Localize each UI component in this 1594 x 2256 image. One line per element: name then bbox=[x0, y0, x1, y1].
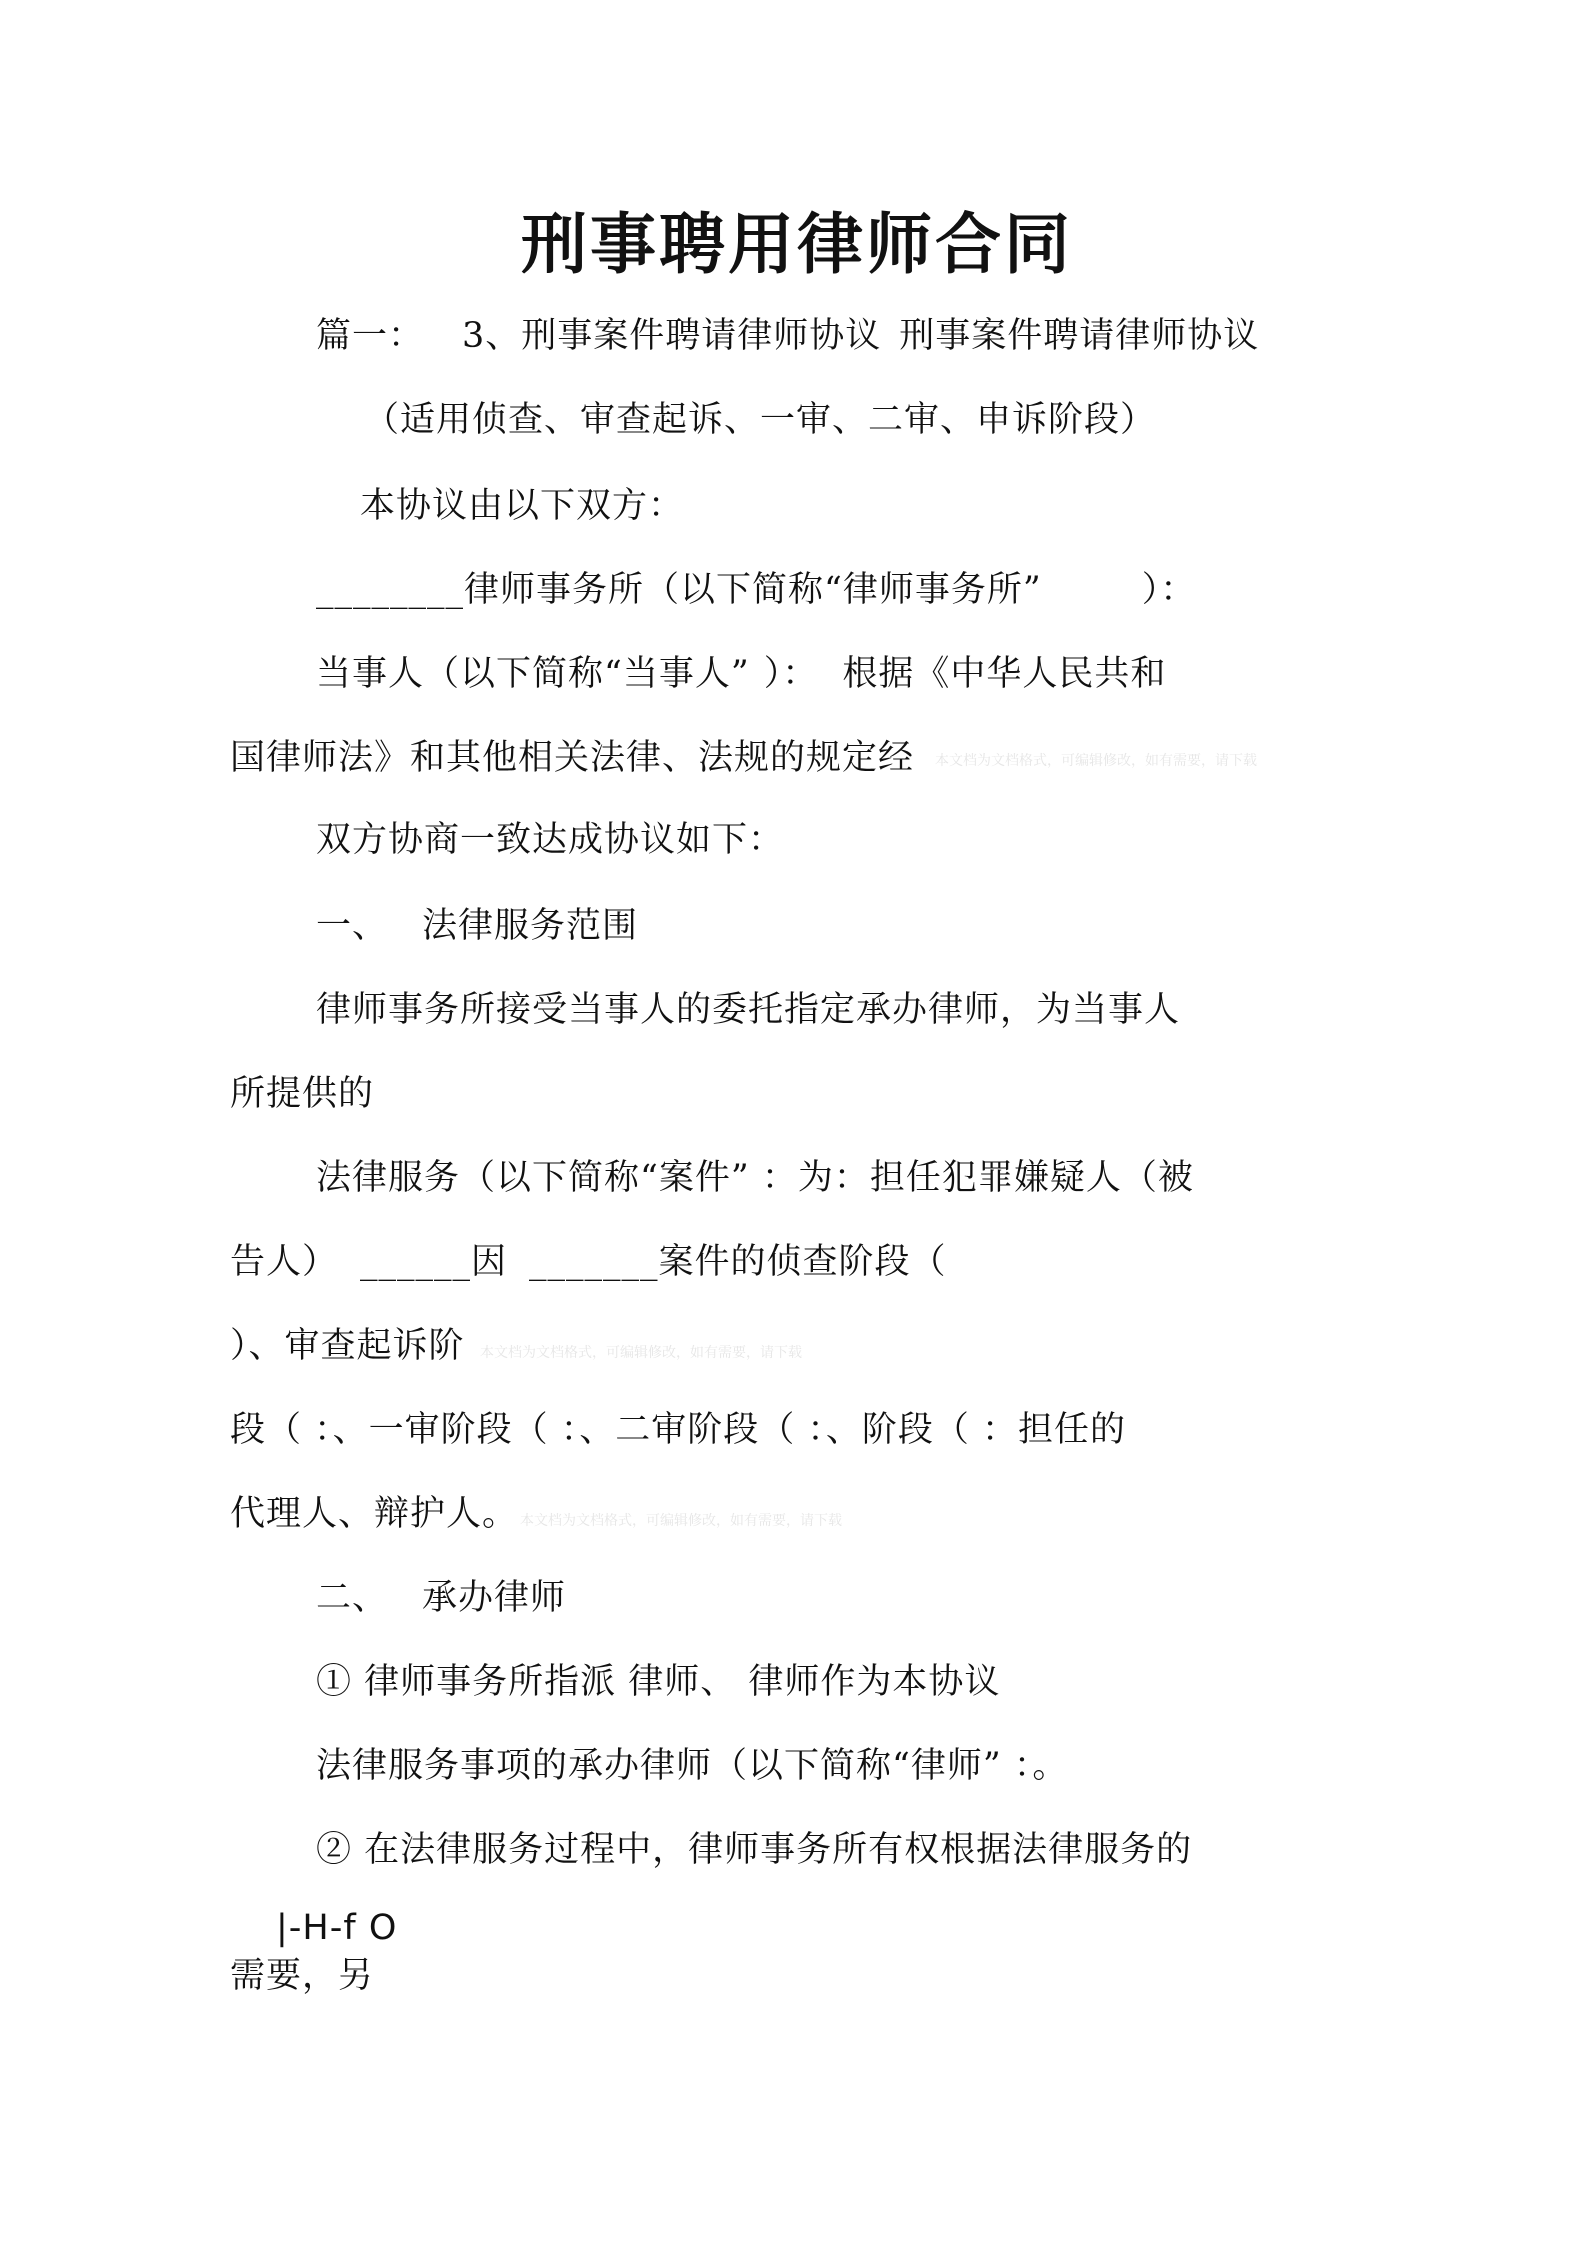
article-subtitle: 3、刑事案件聘请律师协议 bbox=[462, 316, 882, 356]
line-scope-3: 法律服务（以下简称“案件” ：为：担任犯罪嫌疑人（被 bbox=[316, 1158, 1194, 1198]
section-2-heading bbox=[316, 1576, 566, 1620]
line-law-firm bbox=[316, 568, 1196, 612]
article-subtitle-repeat: 刑事案件聘请律师协议 bbox=[899, 316, 1260, 356]
line-scope-7: 代理人、辩护人。 bbox=[230, 1494, 519, 1534]
section-2-number: 二、 bbox=[316, 1578, 389, 1618]
faint-watermark-2: 本文档为文档格式，可编辑修改，如有需要，请下载 bbox=[480, 1345, 802, 1361]
line-agreement-reached: 双方协商一致达成协议如下： bbox=[316, 820, 785, 860]
line-scope-2: 所提供的 bbox=[230, 1074, 375, 1114]
client-label: 当事人（以下简称“当事人” bbox=[316, 654, 750, 694]
line-scope-1: 律师事务所接受当事人的委托指定承办律师，为当事人 bbox=[316, 990, 1181, 1030]
ocr-artifact-text: |-H-f O bbox=[276, 1908, 398, 1948]
client-end: ）： bbox=[763, 654, 819, 694]
law-firm-blank: ________律师事务所（以下简称“律师事务所” bbox=[316, 570, 1042, 610]
defendant-label: 告人） bbox=[230, 1242, 339, 1282]
article-label: 篇一： bbox=[316, 316, 425, 356]
law-firm-end: ）： bbox=[1141, 570, 1197, 610]
line-client bbox=[316, 652, 1166, 696]
line-scope-5: ）、审查起诉阶 bbox=[230, 1326, 465, 1366]
section-1-number: 一、 bbox=[316, 906, 389, 946]
document-title: 刑事聘用律师合同 bbox=[521, 206, 1073, 283]
line-lawyer-2: 法律服务事项的承办律师（以下简称“律师” ：。 bbox=[316, 1746, 1069, 1786]
line-parties-intro: 本协议由以下双方： bbox=[360, 486, 685, 526]
line-scope-4 bbox=[230, 1240, 947, 1284]
faint-watermark-1: 本文档为文档格式，可编辑修改，如有需要，请下载 bbox=[935, 753, 1257, 769]
line-law-basis-cont: 国律师法》和其他相关法律、法规的规定经 bbox=[230, 738, 915, 778]
defendant-blank: ______因 bbox=[360, 1242, 508, 1282]
line-scope-6: 段（ ：、一审阶段（ ：、二审阶段（ ：、阶段（ ：担任的 bbox=[230, 1410, 1127, 1450]
case-blank: _______案件的侦查阶段（ bbox=[529, 1242, 947, 1282]
line-lawyer-3: ② 在法律服务过程中，律师事务所有权根据法律服务的 bbox=[316, 1830, 1193, 1870]
faint-watermark-3: 本文档为文档格式，可编辑修改，如有需要，请下载 bbox=[520, 1513, 842, 1529]
client-law-basis: 根据《中华人民共和 bbox=[842, 654, 1167, 694]
line-applicable-stages: （适用侦查、审查起诉、一审、二审、申诉阶段） bbox=[364, 400, 1157, 440]
section-1-heading bbox=[316, 904, 638, 948]
section-2-title: 承办律师 bbox=[422, 1578, 567, 1618]
line-lawyer-4: 需要，另 bbox=[230, 1956, 375, 1996]
section-1-title: 法律服务范围 bbox=[422, 906, 639, 946]
line-article-heading bbox=[316, 314, 1259, 358]
line-lawyer-1: ① 律师事务所指派 律师、 律师作为本协议 bbox=[316, 1662, 1001, 1702]
